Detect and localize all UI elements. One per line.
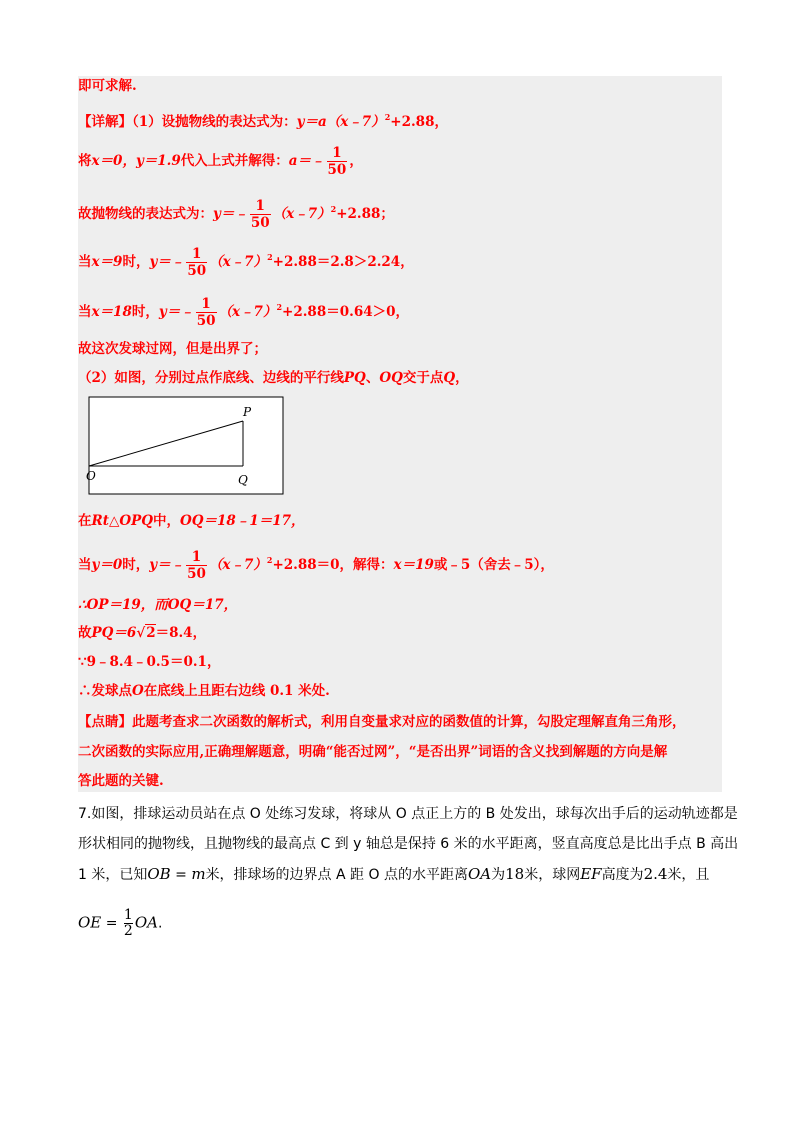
- solution-line: 二次函数的实际应用,正确理解题意，明确“能否过网”，“是否出界”词语的含义找到解题的方向是解: [78, 744, 668, 760]
- problem-line: OE = $\frac{1}{2}$ OA.: [78, 907, 163, 939]
- problem-line: 7.如图，排球运动员站在点 O 处练习发球，将球从 O 点正上方的 B 处发出，球每次出手后的运动轨迹都是: [78, 806, 738, 822]
- solution-line: （2）如图，分别过点作底线、边线的平行线PQ、OQ交于点Q，: [78, 370, 469, 386]
- fraction: $\frac{1}{2}$: [123, 907, 133, 939]
- solution-line: 故PQ＝6√2＝8.4，: [78, 625, 207, 641]
- solution-line: ∴发球点O在底线上且距右边线 0.1 米处.: [78, 683, 330, 699]
- solution-line: 在Rt△OPQ中，OQ＝18﹣1＝17，: [78, 513, 305, 529]
- triangle-diagram: [86, 396, 284, 496]
- fraction: $\frac{1}{50}$: [187, 246, 207, 279]
- solution-line: ∵9﹣8.4﹣0.5＝0.1，: [78, 654, 221, 670]
- solution-line: ∴OP＝19，而OQ＝17，: [78, 597, 238, 613]
- fraction: $\frac{1}{50}$: [327, 145, 347, 178]
- solution-line: 【详解】（1）设抛物线的表达式为：y＝a（x﹣7）$^2$+2.88，: [78, 112, 448, 130]
- fraction: $\frac{1}{50}$: [196, 296, 216, 329]
- solution-line: 当x＝18时，y＝﹣ $\frac{1}{50}$ （x﹣7）$^2$+2.88＝0.64＞0，: [78, 296, 409, 329]
- solution-line: 当x＝9时，y＝﹣ $\frac{1}{50}$ （x﹣7）$^2$+2.88＝2.8＞2.24，: [78, 246, 414, 279]
- fraction: $\frac{1}{50}$: [187, 549, 206, 582]
- fraction: $\frac{1}{50}$: [250, 198, 270, 231]
- court-rectangle: [89, 397, 283, 494]
- solution-line: 【点睛】此题考查求二次函数的解析式，利用自变量求对应的函数值的计算，勾股定理解直角三角形，: [78, 714, 686, 730]
- solution-line: 故抛物线的表达式为：y＝﹣ $\frac{1}{50}$ （x﹣7）$^2$+2.88；: [78, 198, 394, 231]
- problem-line: 形状相同的抛物线，且抛物线的最高点 C 到 y 轴总是保持 6 米的水平距离，竖直高度总是比出手点 B 高出: [78, 836, 739, 852]
- solution-line: 将x＝0，y＝1.9代入上式并解得：a＝﹣ $\frac{1}{50}$ ，: [78, 145, 363, 178]
- solution-line: 即可求解.: [78, 78, 137, 94]
- problem-line: 1 米，已知OB = m米，排球场的边界点 A 距 O 点的水平距离OA为18米，球网EF高度为2.4米，且: [78, 865, 710, 883]
- solution-line: 答此题的关键.: [78, 773, 164, 789]
- label-q: Q: [238, 473, 248, 487]
- solution-line: 当y＝0时，y＝﹣ $\frac{1}{50}$ （x﹣7）$^2$+2.88＝0，解得：x＝19或﹣5（舍去﹣5），: [78, 549, 554, 582]
- label-p: P: [243, 405, 252, 419]
- label-o: O: [86, 469, 96, 483]
- solution-line: 故这次发球过网，但是出界了；: [78, 341, 267, 357]
